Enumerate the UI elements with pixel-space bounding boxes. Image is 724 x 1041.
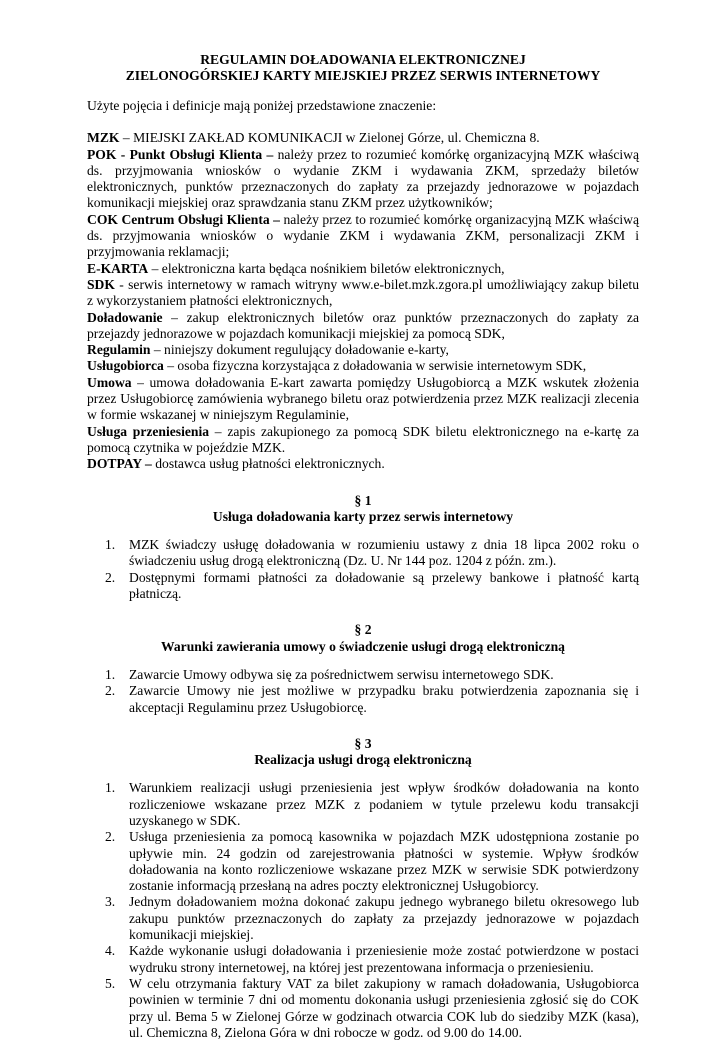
definition-text: – zakup elektronicznych biletów oraz punktów przeznaczonych do zapłaty za przejazdy jednorazowe w pojazdach komunikacji miejskiej za pomocą SDK, [87,309,639,341]
intro-text: Użyte pojęcia i definicje mają poniżej przedstawione znaczenie: [87,98,437,113]
definition-cok [87,212,639,261]
item-number: 1. [105,780,116,796]
definition-term: Doładowanie [87,309,163,325]
section-1 [87,493,639,603]
definitions-list [87,130,639,472]
list-item [87,829,639,894]
list-item [87,894,639,943]
item-text: MZK świadczy usługę doładowania w rozumieniu ustawy z dnia 18 lipca 2002 roku o świadczeniu usług drogą elektroniczną (Dz. U. Nr 144 poz. 1204 z późn. zm.). [129,537,639,569]
definition-text: – zapis zakupionego za pomocą SDK biletu elektronicznego na e-kartę za pomocą czytnika w pojeździe MZK. [87,423,640,455]
definition-text: – osoba fizyczna korzystająca z doładowania w serwisie internetowym SDK, [163,358,587,374]
definition-term: COK Centrum Obsługi Klienta – [87,211,280,227]
section-number: § 2 [354,622,372,638]
definition-dotpay [87,456,639,472]
list-item [87,667,639,683]
item-number: 4. [105,943,116,959]
item-number: 2. [105,829,116,845]
document-title [87,52,639,84]
item-text: W celu otrzymania faktury VAT za bilet zakupiony w ramach doładowania, Usługobiorca powinien w terminie 7 dni od momentu dokonania usługi przeniesienia zgłosić się do COK przy ul. Bema 5 w Zielonej Górze w godzinach otwarcia COK lub do siedziby MZK (kasa), ul. Chemiczna 8, Zielona Góra w dni robocze w godz. od 9.00 do 14.00. [129,975,639,1040]
definition-regulamin [87,342,639,358]
definition-usluga-przeniesienia [87,424,639,457]
definition-term: DOTPAY – [87,456,152,472]
section-number: § 1 [354,492,372,508]
list-item [87,780,639,829]
definition-umowa [87,375,639,424]
definition-term: Usługa przeniesienia [87,423,210,439]
item-text: Warunkiem realizacji usługi przeniesienia jest wpływ środków doładowania na konto rozliczeniowe wskazane przez MZK z podaniem w tytule przelewu kodu transakcji uzyskanego w SDK. [129,780,639,828]
item-text: Dostępnymi formami płatności za doładowanie są przelewy bankowe i płatność kartą płatniczą. [129,569,639,602]
definition-term: SDK [87,276,115,292]
definition-term: Regulamin [87,342,151,358]
item-number: 2. [105,569,116,585]
title-line-2: ZIELONOGÓRSKIEJ KARTY MIEJSKIEJ PRZEZ SERWIS INTERNETOWY [125,68,601,83]
definition-pok [87,147,639,212]
list-item [87,943,639,976]
definition-text: – niniejszy dokument regulujący doładowanie e-karty, [150,342,449,358]
definition-text: należy przez to rozumieć komórkę organizacyjną MZK właściwą ds. przyjmowania wniosków o wydanie ZKM i wydawania ZKM, sprzedaży biletów elektronicznych, punktów przeznaczonych do zapłaty za przejazdy jednorazowe w pojazdach komunikacji miejskiej oraz sprawdzania stanu ZKM przez użytkowników; [87,146,639,211]
item-number: 3. [105,894,116,910]
definition-term: POK - Punkt Obsługi Klienta – [87,146,274,162]
definition-text: – umowa doładowania E-kart zawarta pomiędzy Usługobiorcą a MZK wskutek złożenia przez Usługobiorcę zamówienia wybranego biletu oraz potwierdzenia przez MZK realizacji zlecenia w formie wskazanej w niniejszym Regulaminie, [87,374,639,423]
definition-text: – MIEJSKI ZAKŁAD KOMUNIKACJI w Zielonej Górze, ul. Chemiczna 8. [119,130,540,146]
section-title: Usługa doładowania karty przez serwis internetowy [212,508,514,524]
definition-text: – elektroniczna karta będąca nośnikiem biletów elektronicznych, [148,260,505,276]
definition-term: Usługobiorca [87,358,164,374]
title-line-1: REGULAMIN DOŁADOWANIA ELEKTRONICZNEJ [200,52,526,67]
definition-text: dostawca usług płatności elektronicznych. [151,456,385,472]
list-item [87,976,639,1041]
item-text: Usługa przeniesienia za pomocą kasownika w pojazdach MZK udostępniona zostanie po upływie min. 24 godzin od zarejestrowania płatności w systemie. Wpływ środków doładowania na konto rozliczeniowe wskazane przez MZK w serwisie SDK potwierdzony zostanie informacją przesłaną na adres poczty elektronicznej Usługobiorcy. [129,829,639,894]
definition-doladowanie [87,310,639,343]
item-number: 2. [105,683,116,699]
definition-term: E-KARTA [87,260,149,276]
section-title: Warunki zawierania umowy o świadczenie usługi drogą elektroniczną [161,638,565,654]
definition-text: - serwis internetowy w ramach witryny www.e-bilet.mzk.zgora.pl umożliwiający zakup biletu z wykorzystaniem płatności elektronicznych, [87,276,639,309]
item-text: Każde wykonanie usługi doładowania i przeniesienie może zostać potwierdzone w postaci wydruku strony internetowej, na której jest prezentowana informacja o przeniesieniu. [129,943,639,975]
item-number: 5. [105,975,116,991]
item-text: Jednym doładowaniem można dokonać zakupu jednego wybranego biletu okresowego lub zakupu punktów przeznaczonych do zapłaty za przejazdy jednorazowe w pojazdach komunikacji miejskiej. [129,894,639,943]
definition-text: należy przez to rozumieć komórkę organizacyjną MZK właściwą ds. przyjmowania wniosków o wydanie ZKM i wydawania ZKM, personalizacji ZKM i przyjmowania reklamacji; [87,211,639,260]
section-list [87,667,639,716]
section-list [87,780,639,1041]
item-number: 1. [105,666,116,682]
definition-e-karta [87,261,639,277]
definition-sdk [87,277,639,310]
list-item [87,537,639,570]
item-text: Zawarcie Umowy odbywa się za pośrednictwem serwisu internetowego SDK. [129,666,554,682]
definition-term: MZK [87,130,120,146]
item-text: Zawarcie Umowy nie jest możliwe w przypadku braku potwierdzenia zapoznania się i akceptacji Regulaminu przez Usługobiorcę. [129,683,639,715]
section-number: § 3 [354,735,372,751]
definition-mzk [87,130,639,146]
definition-uslugobiorca [87,358,639,374]
definition-term: Umowa [87,374,132,390]
section-2 [87,622,639,715]
item-number: 1. [105,537,116,553]
section-title: Realizacja usługi drogą elektroniczną [254,752,472,768]
list-item [87,570,639,603]
section-3 [87,736,639,1041]
section-list [87,537,639,602]
list-item [87,683,639,716]
document-body [87,52,639,1041]
